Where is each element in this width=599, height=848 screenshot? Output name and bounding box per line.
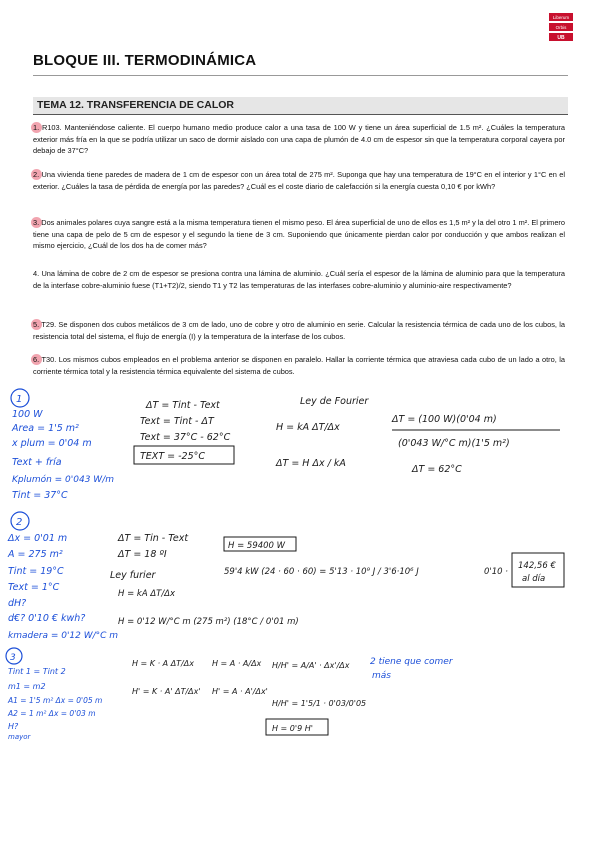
s1-eq-c-0: ΔT = (100 W)(0'04 m): [392, 414, 497, 425]
s1-eq-a-3: TEXT = -25°C: [140, 451, 206, 462]
section-title: TEMA 12. TRANSFERENCIA DE CALOR: [37, 99, 234, 111]
s1-given-5: Tint = 37°C: [12, 490, 68, 501]
solution-1-number: 1: [16, 394, 23, 405]
s3-eq-b-0: H = A · A/Δx: [212, 659, 262, 668]
s1-given-1: Area = 1'5 m²: [12, 423, 79, 434]
s3-given-2: A1 = 1'5 m² Δx = 0'05 m: [8, 696, 103, 705]
problem-6: 6. T30. Los mismos cubos empleados en el problema anterior se disponen en paralelo. Hallar la corriente térmica que atraviesa cada cubo de un lado a otro, la corriente térmica total y la resistencia térmica equivalente del sistema de cubos.: [33, 355, 566, 376]
s2-mult: 0'10 ·: [484, 567, 508, 577]
s2-eq-a-1: ΔT = 18 ºI: [118, 549, 167, 560]
s1-eq-a-2: Text = 37°C - 62°C: [140, 432, 231, 443]
s2-given-6: kmadera = 0'12 W/°C m: [8, 631, 119, 641]
s2-result-0: 142,56 €: [518, 561, 556, 571]
s1-given-0: 100 W: [12, 409, 43, 420]
s2-given-5: d€? 0'10 € kwh?: [8, 613, 86, 624]
s1-given-3: Text + fría: [12, 457, 62, 468]
s1-eq-a-0: ΔT = Tint - Text: [146, 400, 220, 411]
s1-eq-b-1: ΔT = H Δx / kA: [276, 458, 346, 469]
s3-eq-a-0: H = K · A ΔT/Δx: [132, 659, 194, 668]
s2-given-0: Δx = 0'01 m: [8, 533, 68, 544]
s1-fourier-label: Ley de Fourier: [300, 396, 369, 407]
s2-calc: 59'4 kW (24 · 60 · 60) = 5'13 · 10⁹ J / 3'6·10⁶ J: [224, 567, 419, 577]
problem-1: 1. R103. Manteniéndose caliente. El cuerpo humano medio produce calor a una tasa de 100 W y tiene un área superficial de 1.5 m². ¿Cuáles la temperatura exterior más fría en la que se podría utilizar un saco de dormir aislado con una capa de plumón de 4.0 cm de espesor sin que la temperatura corporal cayera por debajo de 37°C?: [33, 123, 565, 156]
problem-4: 4. Una lámina de cobre de 2 cm de espesor se presiona contra una lámina de aluminio. ¿Cuál sería el espesor de la lámina de aluminio para que la temperatura de la interfase cobre-aluminio fuese (T1+T2)/2, siendo T1 y T2 las temperaturas de las interfases cobre-aluminio y aluminio-aire respectivamente?: [33, 269, 565, 290]
s3-boxed: H = 0'9 H': [272, 724, 313, 733]
s1-eq-c-2: ΔT = 62°C: [412, 464, 462, 475]
solution-3-number: 3: [10, 653, 16, 663]
s2-result-1: al día: [522, 574, 546, 584]
s1-eq-a-1: Text = Tint - ΔT: [140, 416, 214, 427]
s3-answer-0: 2 tiene que comer: [370, 657, 453, 667]
problem-5: 5. T29. Se disponen dos cubos metálicos de 3 cm de lado, uno de cobre y otro de aluminio en serie. Calcular la resistencia térmica de cada uno de los cubos, la resistencia total del sistema, el flujo de energía (I) y la temperatura de la interfase de los cubos.: [33, 320, 565, 341]
s1-eq-c-1: (0'043 W/°C m)(1'5 m²): [398, 438, 510, 449]
s2-eq-a-0: ΔT = Tin - Text: [118, 533, 189, 544]
page-title: BLOQUE III. TERMODINÁMICA: [33, 52, 257, 69]
svg-text:Liberum: Liberum: [552, 15, 570, 20]
problem-3: 3. Dos animales polares cuya sangre está a la misma temperatura tienen el mismo peso. El área superficial de uno de ellos es 1,5 m² y la del otro 1 m². El primero tiene una capa de pelo de 5 cm de espesor y el segundo la tiene de 3 cm. Suponiendo que únicamente pierdan calor por conducción y que ambos realizan el mismo ejercicio, ¿Cuál de los dos ha de comer más?: [33, 218, 565, 251]
s1-eq-b-0: H = kA ΔT/Δx: [276, 422, 340, 433]
svg-text:Orbis: Orbis: [555, 25, 567, 30]
s2-boxed-h: H = 59400 W: [228, 541, 286, 551]
solution-2-number: 2: [16, 517, 23, 528]
problem-2: 2. Una vivienda tiene paredes de madera de 1 cm de espesor con un área total de 275 m². Suponga que hay una temperatura de 19°C en el interior y 1°C en el exterior. ¿Cuáles la tasa de pérdida de energía por las paredes? ¿Cuál es el coste diario de calefacción si la energía cuesta 0,10 € por kWh?: [33, 170, 565, 191]
s3-given-5: mayor: [8, 733, 31, 741]
s3-given-4: H?: [8, 722, 19, 731]
s2-given-3: Text = 1°C: [8, 582, 60, 593]
s3-eq-a-1: H' = K · A' ΔT/Δx': [132, 687, 201, 696]
s3-given-0: Tint 1 = Tint 2: [8, 667, 66, 676]
s1-given-4: Kplumón = 0'043 W/m: [12, 475, 114, 485]
s2-given-1: A = 275 m²: [8, 549, 63, 560]
s2-given-2: Tint = 19°C: [8, 566, 64, 577]
s3-eq-c-1: H/H' = 1'5/1 · 0'03/0'05: [272, 699, 367, 708]
s1-given-2: x plum = 0'04 m: [12, 438, 92, 449]
s3-eq-b-1: H' = A · A'/Δx': [212, 687, 268, 696]
s3-given-3: A2 = 1 m² Δx = 0'03 m: [8, 709, 96, 718]
svg-text:UB: UB: [557, 35, 565, 41]
s2-eq-a-4: H = 0'12 W/°C m (275 m²) (18°C / 0'01 m): [118, 617, 299, 627]
s2-eq-a-3: H = kA ΔT/Δx: [118, 589, 176, 599]
s3-answer-1: más: [372, 671, 391, 681]
s2-given-4: dH?: [8, 598, 27, 609]
s2-eq-a-2: Ley furier: [110, 570, 156, 581]
s3-given-1: m1 = m2: [8, 682, 46, 691]
s3-eq-c-0: H/H' = A/A' · Δx'/Δx: [272, 661, 350, 670]
